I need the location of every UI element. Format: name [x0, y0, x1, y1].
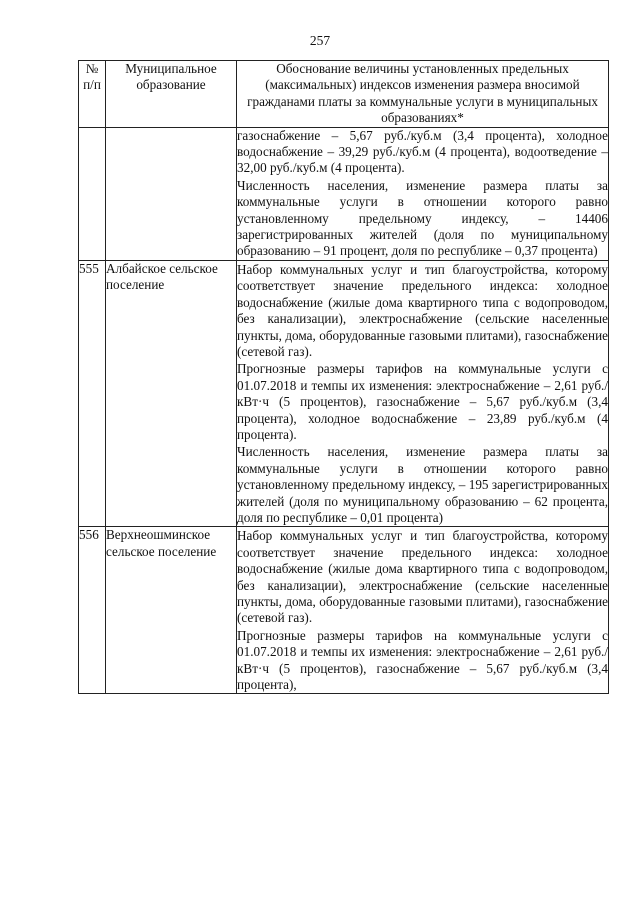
row-municipality: Албайское сельское поселение [106, 260, 237, 527]
header-justification: Обоснование величины установленных предельных (максимальных) индексов изменения размера вносимой гражданами платы за коммунальные услуги в муниципальных образованиях* [237, 61, 609, 128]
table-row [79, 260, 609, 527]
row-num: 555 [79, 260, 106, 527]
justification-paragraph: Набор коммунальных услуг и тип благоустройства, которому соответствует значение предельного индекса: холодное водоснабжение (жилые дома квартирного типа с водопроводом, без канализации), электроснабжение (сельские населенные пункты, дома, оборудованные газовыми плитами), газоснабжение (сетевой газ). [237, 528, 608, 626]
table-row [79, 527, 609, 694]
tariff-table [78, 60, 609, 694]
justification-paragraph: газоснабжение – 5,67 руб./куб.м (3,4 процента), холодное водоснабжение – 39,29 руб./куб.м (4 процента), водоотведение – 32,00 руб./куб.м (4 процента). [237, 127, 608, 176]
row-num: 556 [79, 527, 106, 694]
justification-paragraph: Набор коммунальных услуг и тип благоустройства, которому соответствует значение предельного индекса: холодное водоснабжение (жилые дома квартирного типа с водопроводом, без канализации), электроснабжение (сельские населенные пункты, дома, оборудованные газовыми плитами), газоснабжение (сетевой газ). [237, 261, 608, 359]
table-header-row [79, 61, 609, 128]
justification-paragraph: Численность населения, изменение размера платы за коммунальные услуги в отношении которого равно установленному предельному индексу, – 14406 зарегистрированных жителей (доля по муниципальному образованию – 91 процент, доля по республике – 0,37 процента) [237, 177, 608, 259]
row-num [79, 127, 106, 260]
row-justification [237, 527, 609, 694]
justification-paragraph: Численность населения, изменение размера платы за коммунальные услуги в отношении которого равно установленному предельному индексу, – 195 зарегистрированных жителей (доля по муниципальному образованию – 62 процента, доля по республике – 0,01 процента) [237, 444, 608, 525]
row-municipality [106, 127, 237, 260]
row-municipality: Верхнеошминское сельское поселение [106, 527, 237, 694]
page-number: 257 [309, 33, 331, 48]
header-num: № п/п [79, 61, 106, 128]
justification-paragraph: Прогнозные размеры тарифов на коммунальные услуги с 01.07.2018 и темпы их изменения: электроснабжение – 2,61 руб./кВт·ч (5 процентов), газоснабжение – 5,67 руб./куб.м (3,4 процента), холодное водоснабжение – 23,89 руб./куб.м (4 процента). [237, 361, 608, 442]
table-row [79, 127, 609, 260]
header-municipality: Муниципальное образование [106, 61, 237, 128]
justification-paragraph: Прогнозные размеры тарифов на коммунальные услуги с 01.07.2018 и темпы их изменения: электроснабжение – 2,61 руб./кВт·ч (5 процентов), газоснабжение – 5,67 руб./куб.м (3,4 процента), [237, 627, 608, 693]
row-justification [237, 127, 609, 260]
row-justification [237, 260, 609, 527]
